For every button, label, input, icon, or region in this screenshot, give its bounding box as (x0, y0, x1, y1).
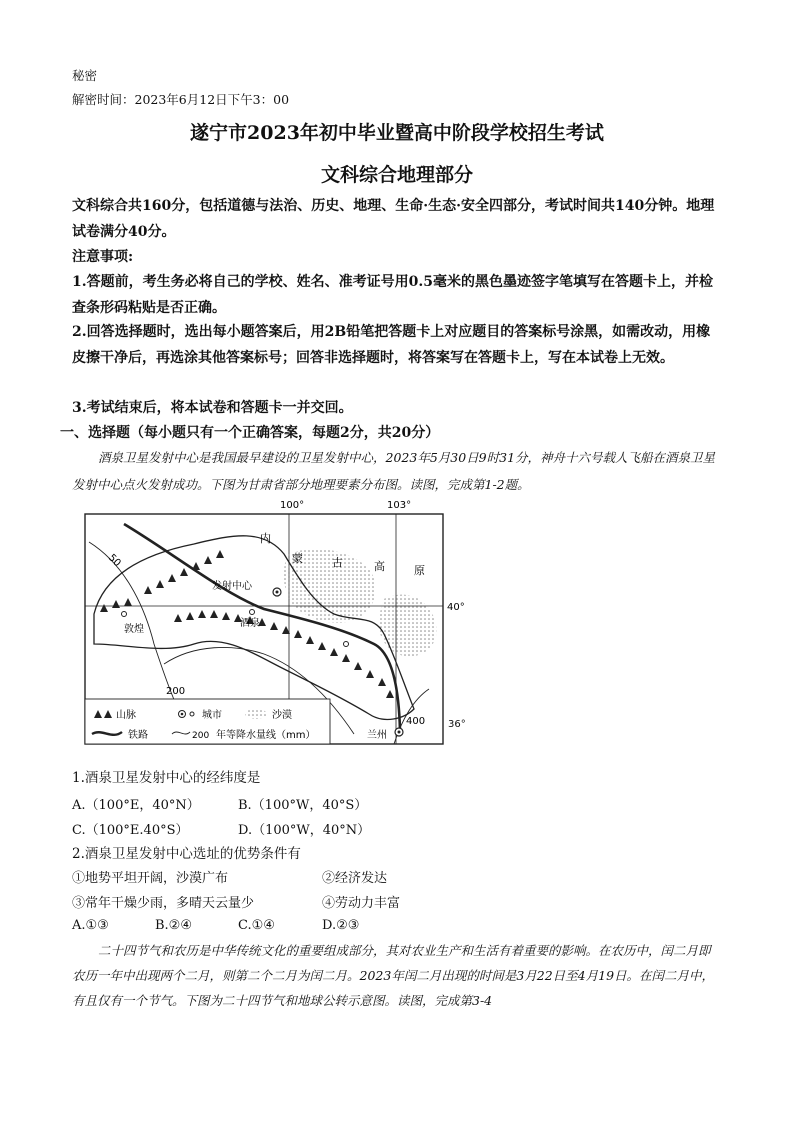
passage-2: 二十四节气和农历是中华传统文化的重要组成部分，其对农业生产和生活有着重要的影响。在农历中，闰二月即农历一年中出现两个二月，则第二个二月为闰二月。2023年闰二月出现的时间是3月22日至4月19日。在闰二月中，有且仅有一个节气。下图为二十四节气和地球公转示意图。读图，完成第3-4 (72, 943, 715, 1008)
q1-option-a[interactable]: A.（100°E，40°N） (72, 798, 200, 813)
region-label: 内 (260, 532, 271, 545)
q1-stem: 1.酒泉卫星发射中心的经纬度是 (72, 770, 261, 786)
lat-label: 40° (447, 602, 465, 613)
region-label: 古 (332, 556, 343, 569)
isoline-label: 50 (105, 552, 123, 570)
legend-isoline: 年等降水量线（mm） (216, 730, 316, 741)
decrypt-time: 解密时间：2023年6月12日下午3：00 (72, 92, 290, 107)
secret-label: 秘密 (72, 68, 98, 83)
legend-city: 城市 (202, 710, 222, 721)
region-label: 蒙 (292, 552, 303, 565)
q2-statement: ②经济发达 (322, 871, 388, 886)
q2-statement: ①地势平坦开阔，沙漠广布 (72, 871, 229, 886)
note-item: 3.考试结束后，将本试卷和答题卡一并交回。 (72, 400, 353, 416)
legend-desert: 沙漠 (272, 710, 292, 721)
city-marker (250, 610, 255, 615)
q2-statement: ④劳动力丰富 (322, 896, 401, 911)
legend-railway: 铁路 (128, 730, 148, 741)
section-heading: 一、选择题（每小题只有一个正确答案，每题2分，共20分） (60, 425, 440, 441)
legend-isoline-value: 200 (192, 731, 210, 741)
q2-option-a[interactable]: A.①③ (72, 918, 109, 933)
city-marker (344, 642, 349, 647)
q2-option-d[interactable]: D.②③ (322, 918, 360, 933)
exam-title: 遂宁市2023年初中毕业暨高中阶段学校招生考试 (190, 122, 604, 144)
intro-text: 文科综合共160分，包括道德与法治、历史、地理、生命·生态·安全四部分，考试时间共140分钟。地理试卷满分40分。 (72, 198, 715, 240)
region-label: 原 (414, 564, 425, 577)
isoline-label: 400 (406, 716, 426, 727)
place-label: 酒泉 (240, 618, 260, 629)
lon-label: 100° (280, 500, 305, 511)
notes-heading: 注意事项: (72, 249, 134, 265)
note-item: 2.回答选择题时，选出每小题答案后，用2B铅笔把答题卡上对应题目的答案标号涂黑，如需改动，用橡皮擦干净后，再选涂其他答案标号；回答非选择题时，将答案写在答题卡上，写在本试卷上无效。 (72, 324, 711, 366)
q2-option-c[interactable]: C.①④ (238, 918, 275, 933)
lat-label: 36° (448, 719, 466, 730)
q2-option-b[interactable]: B.②④ (155, 918, 192, 933)
exam-subtitle: 文科综合地理部分 (320, 164, 473, 186)
city-marker (122, 612, 127, 617)
q1-option-c[interactable]: C.（100°E.40°S） (72, 823, 189, 838)
legend-mountain: 山脉 (116, 710, 136, 721)
lon-label: 103° (387, 500, 412, 511)
place-label: 兰州 (367, 730, 387, 741)
q1-option-b[interactable]: B.（100°W，40°S） (238, 798, 368, 813)
note-item: 1.答题前，考生务必将自己的学校、姓名、准考证号用0.5毫米的黑色墨迹签字笔填写在答题卡上，并检查条形码粘贴是否正确。 (72, 274, 713, 316)
passage-1: 酒泉卫星发射中心是我国最早建设的卫星发射中心，2023年5月30日9时31分，神舟十六号载人飞船在酒泉卫星发射中心点火发射成功。下图为甘肃省部分地理要素分布图。读图，完成第1-2题。 (72, 450, 716, 492)
region-label: 高 (374, 560, 385, 573)
isoline-label: 200 (166, 686, 186, 697)
q1-option-d[interactable]: D.（100°W，40°N） (238, 823, 371, 838)
place-label: 敦煌 (124, 624, 144, 635)
place-label: 发射中心 (212, 581, 252, 592)
q2-statement: ③常年干燥少雨，多晴天云量少 (72, 896, 255, 911)
q2-stem: 2.酒泉卫星发射中心选址的优势条件有 (72, 846, 301, 862)
